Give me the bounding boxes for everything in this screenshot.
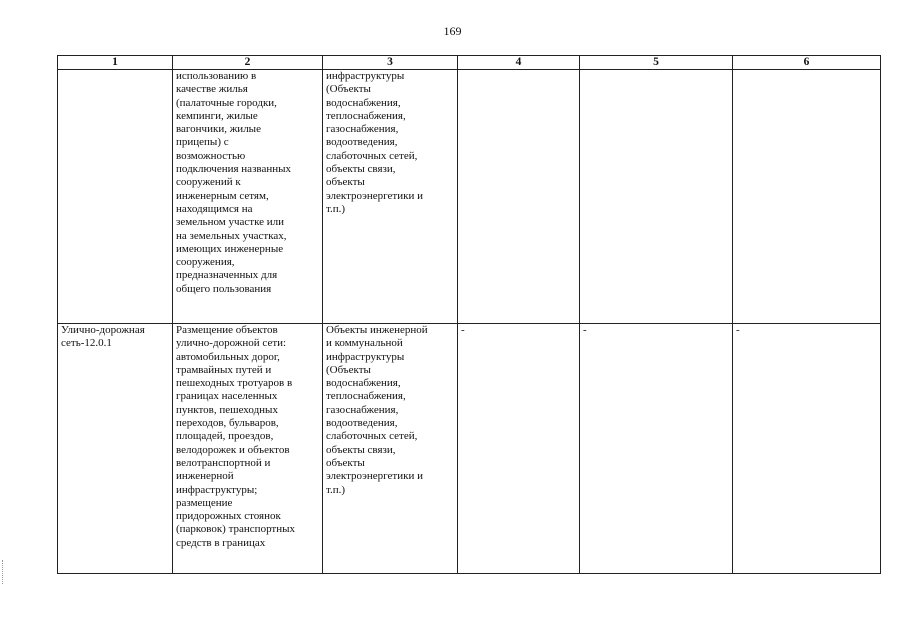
land-use-table: [57, 55, 881, 574]
cell-text: Улично-дорожная сеть-12.0.1: [61, 324, 145, 350]
row1-col4: [458, 70, 580, 324]
row1-col2: [173, 70, 323, 324]
cell-text: -: [461, 324, 465, 336]
row2-col5: [580, 324, 733, 574]
cell-text: -: [736, 324, 740, 336]
column-header-1: 1: [58, 56, 173, 70]
row2-col2: [173, 324, 323, 574]
row2-col3: [323, 324, 458, 574]
table-header-row: [58, 56, 881, 70]
column-header-6: 6: [733, 56, 881, 70]
row2-col6: [733, 324, 881, 574]
cell-text: инфраструктуры (Объекты водоснабжения, теплоснабжения, газоснабжения, водоотведения, слаботочных сетей, объекты связи, объекты электроэнергетики и т.п.): [326, 70, 423, 215]
row1-col6: [733, 70, 881, 324]
cell-text: -: [583, 324, 587, 336]
row1-col1: [58, 70, 173, 324]
column-header-2: 2: [173, 56, 323, 70]
row2-col4: [458, 324, 580, 574]
column-header-3: 3: [323, 56, 458, 70]
row2-col1: [58, 324, 173, 574]
row1-col5: [580, 70, 733, 324]
table-row: [58, 70, 881, 324]
column-header-5: 5: [580, 56, 733, 70]
page-number: 169: [443, 24, 462, 38]
cell-text: Размещение объектов улично-дорожной сети: автомобильных дорог, трамвайных путей и пешеходных тротуаров в границах населенных пунктов, пешеходных переходов, бульваров, площадей, проездов, велодорожек и объектов велотранспортной и инженерной инфраструктуры; размещение придорожных стоянок (парковок) транспортных средств в границах: [176, 324, 296, 549]
table-row: [58, 324, 881, 574]
cell-text: использованию в качестве жилья (палаточные городки, кемпинги, жилые вагончики, жилые прицепы) с возможностью подключения названных сооружений к инженерным сетям, находящимся на земельном участке или на земельных участках, имеющих инженерные сооружения, предназначенных для общего пользования: [176, 70, 292, 295]
column-header-4: 4: [458, 56, 580, 70]
cell-text: Объекты инженерной и коммунальной инфраструктуры (Объекты водоснабжения, теплоснабжения, газоснабжения, водоотведения, слаботочных сетей, объекты связи, объекты электроэнергетики и т.п.): [326, 324, 428, 496]
row1-col3: [323, 70, 458, 324]
scan-artifact: [2, 560, 5, 584]
